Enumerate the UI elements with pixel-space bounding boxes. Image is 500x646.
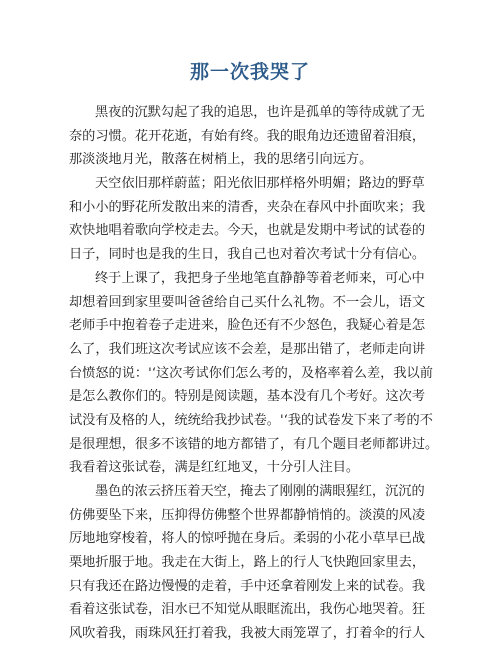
text-line: 那淡淡地月光，散落在树梢上，我的思绪引向远方。 (69, 152, 373, 168)
text-line: 试没有及格的人，统统给我抄试卷。'‘我的试卷发下来了考的不 (69, 412, 433, 428)
text-line: 台愤怒的说：'‘这次考试你们怎么考的，及格率着么差，我以前 (69, 365, 433, 381)
text-line: 日子，同时也是我的生日，我自己也对着次考试十分有信心。 (69, 247, 426, 263)
text-line: 终于上课了，我把身子坐地笔直静静等着老师来，可心中 (95, 270, 425, 286)
text-line: 和小小的野花所发散出来的清香，夹杂在春风中扑面吹来；我 (69, 199, 426, 215)
text-line: 欢快地唱着歌向学校走去。今天，也就是发期中考试的试卷的 (69, 223, 426, 239)
text-line: 仿佛要坠下来，压抑得仿佛整个世界都静悄悄的。淡漠的风凌 (69, 507, 426, 523)
text-line: 看着这张试卷，泪水已不知觉从眼眶流出，我伤心地哭着。狂 (69, 602, 426, 618)
text-line: 奈的习惯。花开花逝，有始有终。我的眼角边还遗留着泪痕， (69, 128, 426, 144)
text-line: 厉地地穿梭着，将人的惊呼抛在身后。柔弱的小花小草早已战 (69, 531, 426, 547)
text-line: 天空依旧那样蔚蓝；阳光依旧那样格外明媚；路边的野草 (95, 176, 425, 192)
text-line: 是怎么教你们的。特别是阅读题，基本没有几个考好。这次考 (69, 389, 426, 405)
text-line: 老师手中抱着卷子走进来，脸色还有不少怒色，我疑心着是怎 (69, 318, 426, 334)
text-line: 只有我还在路边慢慢的走着，手中还拿着刚发上来的试卷。我 (69, 578, 426, 594)
article-title: 那一次我哭了 (189, 61, 310, 83)
article-body (69, 101, 439, 646)
text-line: 么了，我们班这次考试应该不会差，是那出错了，老师走向讲 (69, 341, 426, 357)
text-line: 风吹着我，雨珠风狂打着我，我被大雨笼罩了，打着伞的行人 (69, 626, 426, 642)
text-line: 是很理想，很多不该错的地方都错了，有几个题目老师都讲过。 (69, 436, 439, 452)
text-line: 黑夜的沉默勾起了我的追思，也许是孤单的等待成就了无 (95, 105, 425, 120)
text-line: 栗地折服于地。我走在大街上，路上的行人飞快跑回家里去， (69, 555, 426, 571)
text-line: 墨色的浓云挤压着天空，掩去了刚刚的满眼猩红，沉沉的 (95, 484, 425, 499)
text-line: 我看着这张试卷，满是红红地叉，十分引人注目。 (69, 460, 360, 476)
text-line: 却想着回到家里要叫爸爸给自己买什么礼物。不一会儿，语文 (69, 294, 426, 310)
